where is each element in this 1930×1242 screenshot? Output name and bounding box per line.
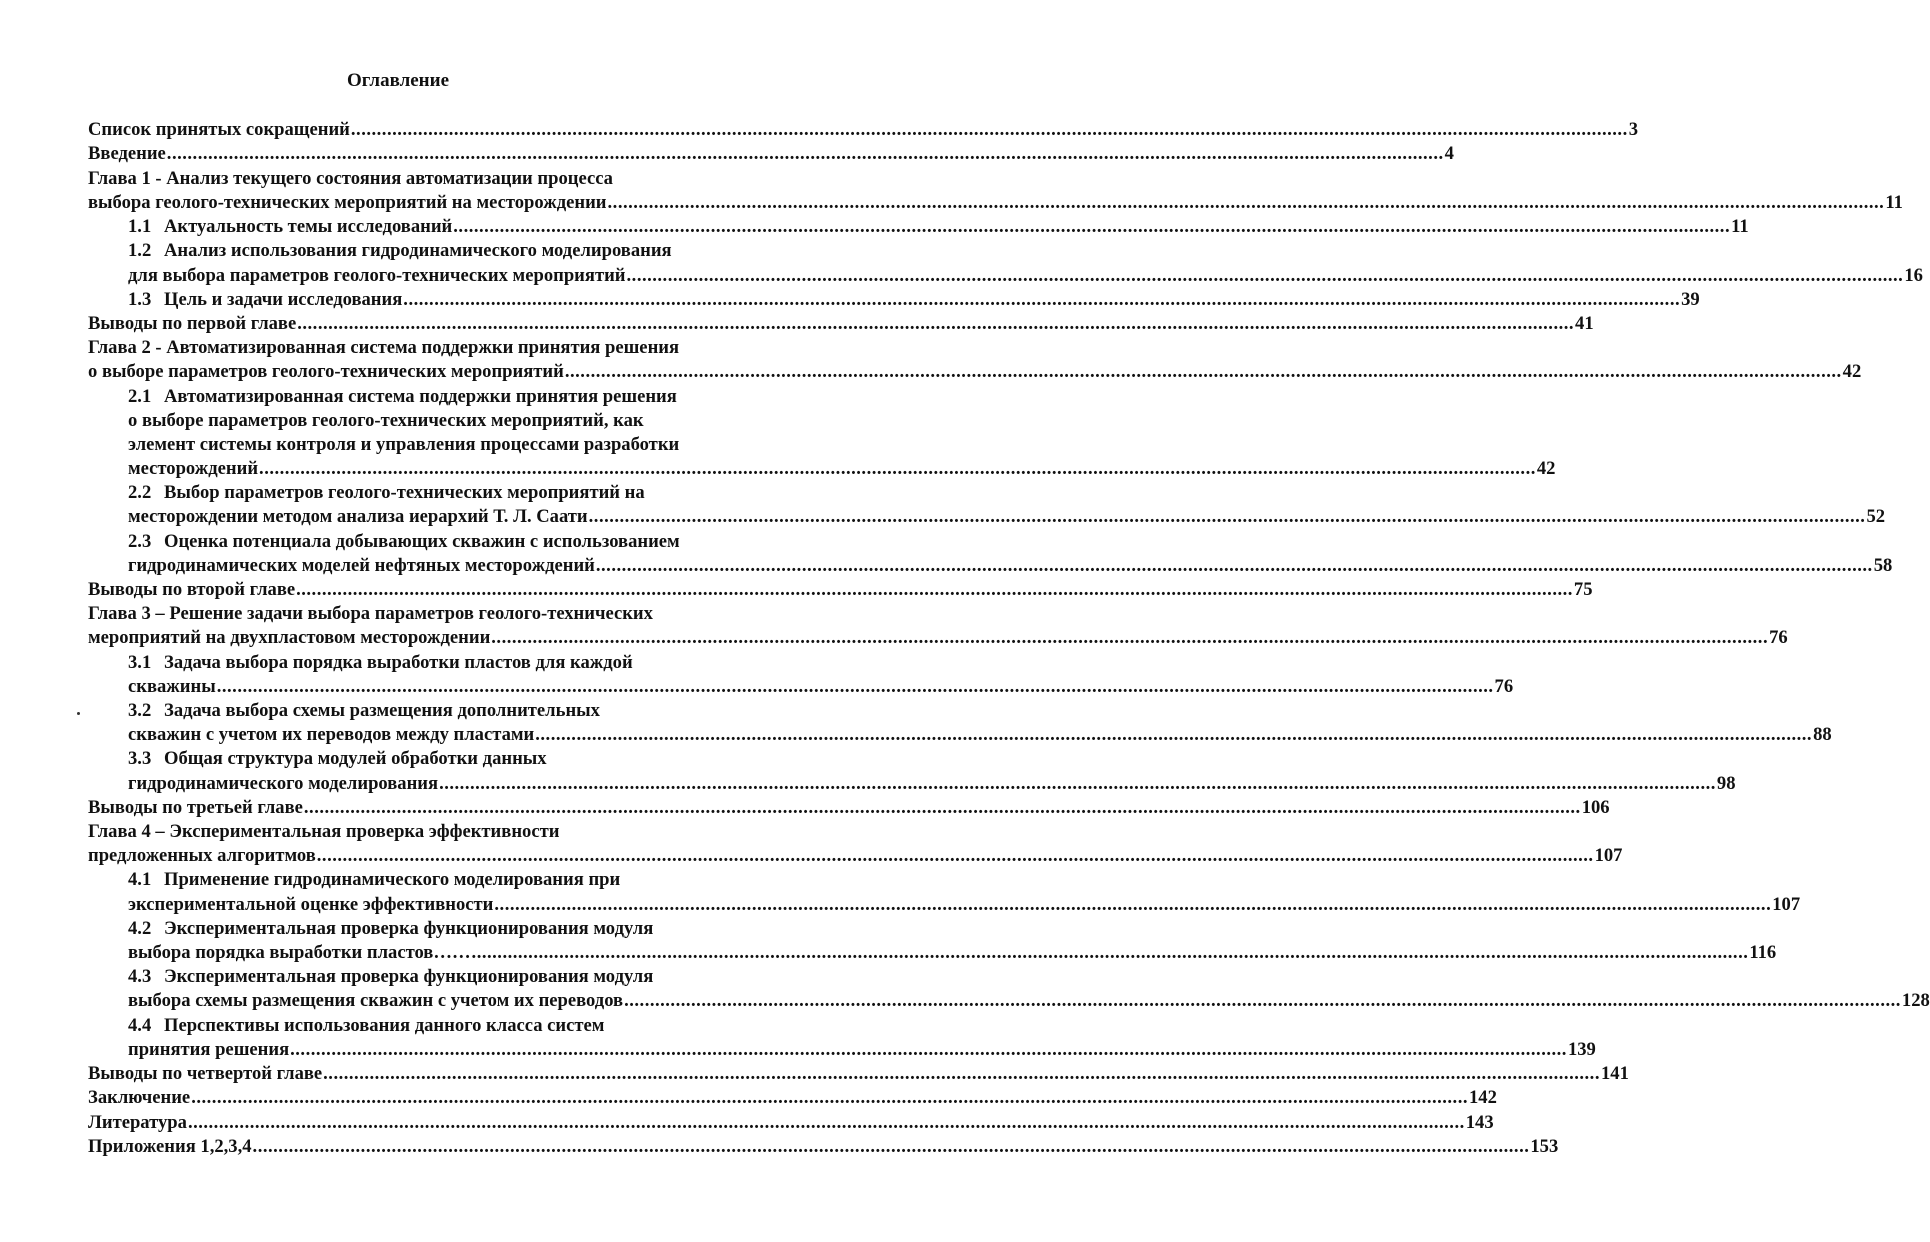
- toc-page-number: 106: [1581, 796, 1610, 818]
- toc-entry-label: Выводы по второй главе: [88, 579, 296, 601]
- toc-entry-line: [128, 288, 1700, 312]
- toc-entry-text: [128, 386, 677, 407]
- toc-entry-text: [128, 289, 402, 310]
- toc-entry: [88, 336, 1862, 384]
- toc-entry-text: [88, 337, 679, 358]
- toc-entry-line: [88, 360, 1862, 384]
- toc-entry-text: [128, 265, 626, 286]
- toc-entry-text: [88, 361, 564, 382]
- toc-entry-text: [88, 1063, 322, 1084]
- toc-entry: [128, 215, 1749, 239]
- toc-entry-number: 4.4: [128, 1014, 152, 1036]
- toc-entry-line: [88, 118, 1639, 142]
- toc-entry-label: Литература: [88, 1111, 187, 1133]
- toc-entry-text: [128, 652, 633, 673]
- toc-entry-label: Глава 4 – Экспериментальная проверка эффективности: [88, 821, 560, 843]
- toc-entry: [128, 747, 1736, 795]
- toc-leader-dots: [297, 313, 1574, 334]
- toc-entry-line: [128, 699, 751, 723]
- toc-entry-line: [128, 264, 1923, 288]
- toc-entry-number: 3.3: [128, 748, 152, 770]
- toc-entry-number: 3.1: [128, 651, 152, 673]
- toc-entry-line: [128, 941, 1777, 965]
- toc-page-number: 11: [1731, 216, 1749, 238]
- toc-page-number: 98: [1716, 772, 1736, 794]
- toc-entry-line: [128, 239, 751, 263]
- toc-leader-dots: [453, 216, 1730, 237]
- toc-entry-label: Выводы по четвертой главе: [88, 1062, 323, 1084]
- toc-entry-text: [88, 192, 607, 213]
- toc-entry: [88, 578, 1593, 602]
- toc-page-number: 16: [1904, 264, 1923, 286]
- toc-page-number: 153: [1530, 1135, 1559, 1157]
- table-of-contents: [88, 118, 1930, 1159]
- toc-page-number: 116: [1749, 941, 1777, 963]
- toc-entry-text: [128, 894, 493, 915]
- toc-entry-number: 4.3: [128, 966, 152, 988]
- toc-entry: [128, 288, 1700, 312]
- toc-entry-line: [88, 796, 1610, 820]
- toc-leader-dots: [439, 773, 1716, 794]
- toc-entry-line: [128, 917, 751, 941]
- toc-leader-dots: [596, 555, 1873, 576]
- toc-entry-text: [128, 773, 438, 794]
- toc-entry-number: 4.2: [128, 917, 152, 939]
- toc-entry-line: [88, 820, 751, 844]
- toc-entry-label: Приложения 1,2,3,4: [88, 1135, 252, 1157]
- toc-leader-dots: [290, 1039, 1567, 1060]
- toc-entry-label: о выборе параметров геолого-технических мероприятий: [88, 361, 564, 383]
- toc-leader-dots: [472, 942, 1749, 963]
- toc-entry-line: [88, 1086, 1497, 1110]
- toc-entry: [128, 868, 1801, 916]
- toc-entry-line: [88, 167, 751, 191]
- toc-leader-dots: [535, 724, 1812, 745]
- toc-entry: [88, 796, 1610, 820]
- toc-page-number: 142: [1469, 1087, 1497, 1109]
- toc-entry-label: гидродинамического моделирования: [128, 772, 439, 794]
- toc-entry-text: [128, 410, 644, 431]
- toc-entry-label: Цель и задачи исследования: [164, 288, 403, 310]
- toc-entry-label: гидродинамических моделей нефтяных месторождений: [128, 554, 595, 576]
- toc-entry: [88, 312, 1594, 336]
- toc-entry-label: скважин с учетом их переводов между пластами: [128, 724, 535, 746]
- toc-entry: [88, 118, 1639, 142]
- toc-entry-text: [128, 942, 471, 963]
- toc-entry-text: [128, 966, 653, 987]
- toc-entry: [88, 602, 1788, 650]
- toc-entry-label: Оценка потенциала добывающих скважин с использованием: [164, 530, 680, 552]
- toc-entry: [88, 1135, 1559, 1159]
- toc-entry-number: 2.3: [128, 530, 152, 552]
- toc-page-number: 52: [1866, 506, 1886, 528]
- toc-entry: [88, 1062, 1629, 1086]
- toc-entry-text: [128, 216, 452, 237]
- toc-entry-label: Глава 3 – Решение задачи выбора параметров геолого-технических: [88, 603, 653, 625]
- toc-entry-text: [88, 845, 316, 866]
- toc-leader-dots: [191, 1087, 1468, 1108]
- toc-entry-line: [128, 433, 751, 457]
- toc-title: Оглавление: [346, 70, 450, 91]
- toc-entry-line: [128, 385, 751, 409]
- toc-entry-label: месторождений: [128, 458, 259, 479]
- toc-entry-line: [128, 457, 1556, 481]
- toc-entry: [88, 142, 1454, 166]
- toc-entry: [88, 1111, 1494, 1135]
- toc-entry-text: [88, 797, 303, 818]
- toc-entry-number: 2.2: [128, 482, 152, 504]
- toc-entry-line: [128, 409, 751, 433]
- toc-leader-dots: [494, 894, 1771, 915]
- toc-page-number: 143: [1465, 1111, 1494, 1133]
- toc-leader-dots: [317, 845, 1594, 866]
- toc-entry-line: [128, 651, 751, 675]
- toc-entry-label: Экспериментальная проверка функционирования модуля: [164, 917, 654, 939]
- toc-entry-text: [88, 119, 350, 140]
- toc-leader-dots: [491, 627, 1768, 648]
- toc-entry-line: [128, 772, 1736, 796]
- toc-entry-text: [128, 918, 653, 939]
- toc-entry: [128, 965, 1930, 1013]
- toc-entry-text: [128, 700, 600, 721]
- toc-entry-text: [128, 531, 680, 552]
- toc-page-number: 75: [1573, 579, 1593, 601]
- toc-entry-label: Выводы по первой главе: [88, 313, 297, 335]
- toc-entry-label: выбора геолого-технических мероприятий на месторождении: [88, 191, 607, 213]
- toc-entry-label: Перспективы использования данного класса систем: [164, 1014, 605, 1036]
- toc-entry-text: [128, 240, 672, 261]
- toc-entry-number: 3.2: [128, 700, 152, 722]
- toc-entry-text: [128, 724, 534, 745]
- toc-entry-text: [88, 313, 296, 334]
- toc-entry: [128, 385, 1556, 481]
- toc-entry-text: [128, 506, 588, 527]
- toc-entry-text: [128, 676, 216, 697]
- toc-entry-label: Актуальность темы исследований: [164, 216, 453, 238]
- toc-entry-label: Выводы по третьей главе: [88, 796, 303, 818]
- toc-entry-number: 4.1: [128, 869, 152, 891]
- toc-entry-label: месторождении методом анализа иерархий Т. Л. Саати: [128, 506, 588, 528]
- toc-page-number: 42: [1842, 361, 1862, 383]
- toc-page-number: 42: [1536, 458, 1556, 479]
- toc-entry-number: 1.2: [128, 240, 152, 262]
- toc-leader-dots: [253, 1136, 1530, 1157]
- toc-entry-text: [128, 555, 595, 576]
- toc-entry: [128, 481, 1886, 529]
- toc-entry-line: [88, 312, 1594, 336]
- toc-entry-line: [128, 505, 1886, 529]
- toc-leader-dots: [259, 458, 1536, 479]
- toc-entry-label: выбора схемы размещения скважин с учетом их переводов: [128, 990, 624, 1012]
- toc-entry: [128, 239, 1923, 287]
- toc-entry-number: 2.1: [128, 385, 152, 407]
- toc-leader-dots: [217, 676, 1494, 697]
- toc-leader-dots: [565, 361, 1842, 382]
- toc-entry-text: [88, 579, 295, 600]
- toc-leader-dots: [304, 797, 1581, 818]
- toc-entry-line: [128, 868, 751, 892]
- toc-entry: [128, 917, 1777, 965]
- toc-entry-label: Заключение: [88, 1087, 191, 1109]
- toc-entry: [128, 699, 1832, 747]
- toc-entry-label: Введение: [88, 143, 166, 165]
- toc-entry-line: [128, 723, 1832, 747]
- toc-entry-label: элемент системы контроля и управления процессами разработки: [128, 433, 680, 455]
- toc-leader-dots: [323, 1063, 1600, 1084]
- toc-entry-label: Глава 1 - Анализ текущего состояния автоматизации процесса: [88, 167, 613, 189]
- toc-entry-label: предложенных алгоритмов: [88, 845, 316, 867]
- toc-page-number: 107: [1594, 845, 1623, 867]
- toc-entry-text: [128, 748, 547, 769]
- toc-entry-label: скважины: [128, 675, 216, 697]
- toc-leader-dots: [188, 1112, 1465, 1133]
- toc-entry-text: [88, 603, 653, 624]
- toc-leader-dots: [589, 506, 1866, 527]
- toc-entry-line: [128, 530, 751, 554]
- toc-entry-line: [88, 142, 1454, 166]
- toc-entry-line: [128, 215, 1749, 239]
- toc-entry-text: [128, 1039, 289, 1060]
- toc-entry-text: [128, 1015, 604, 1036]
- toc-page-number: 58: [1873, 554, 1893, 576]
- toc-entry-text: [88, 143, 166, 164]
- toc-entry: [88, 1086, 1497, 1110]
- toc-entry-line: [128, 965, 751, 989]
- toc-entry-label: мероприятий на двухпластовом месторождении: [88, 627, 491, 649]
- toc-entry-label: Задача выбора схемы размещения дополнительных: [164, 700, 600, 722]
- toc-entry-text: [88, 627, 490, 648]
- toc-entry-line: [128, 675, 1514, 699]
- toc-entry-text: [128, 434, 679, 455]
- toc-page-number: 139: [1567, 1038, 1596, 1060]
- toc-entry-label: Применение гидродинамического моделирования при: [164, 869, 621, 891]
- toc-page-number: 107: [1772, 893, 1801, 915]
- toc-entry-label: для выбора параметров геолого-технических мероприятий: [128, 264, 626, 286]
- toc-entry: [88, 167, 1903, 215]
- toc-entry-label: Выбор параметров геолого-технических мероприятий на: [164, 482, 645, 504]
- toc-entry-line: [128, 554, 1893, 578]
- toc-entry-text: [88, 821, 559, 842]
- toc-entry-label: Список принятых сокращений: [88, 119, 350, 141]
- toc-leader-dots: [351, 119, 1628, 140]
- toc-entry-number: 1.1: [128, 216, 152, 238]
- toc-entry-line: [128, 747, 751, 771]
- toc-leader-dots: [167, 143, 1444, 164]
- toc-entry-line: [88, 602, 751, 626]
- toc-page-number: 76: [1769, 627, 1788, 649]
- toc-entry-label: Глава 2 - Автоматизированная система поддержки принятия решения: [88, 337, 680, 359]
- toc-entry-line: [128, 1014, 751, 1038]
- toc-page-number: 141: [1600, 1062, 1629, 1084]
- toc-page-number: 128: [1901, 990, 1930, 1012]
- toc-page-number: 11: [1885, 191, 1903, 213]
- toc-entry-text: [128, 869, 620, 890]
- toc-entry: [128, 530, 1893, 578]
- toc-entry-line: [88, 626, 1788, 650]
- stray-mark: [77, 712, 80, 715]
- toc-entry-text: [88, 1087, 190, 1108]
- toc-leader-dots: [403, 289, 1680, 310]
- toc-entry-line: [128, 989, 1930, 1013]
- toc-entry-line: [88, 336, 751, 360]
- toc-entry-text: [88, 168, 613, 189]
- toc-entry-line: [128, 893, 1801, 917]
- toc-entry-line: [88, 1135, 1559, 1159]
- toc-entry-line: [88, 1062, 1629, 1086]
- toc-entry-line: [88, 1111, 1494, 1135]
- toc-entry-text: [128, 458, 258, 479]
- toc-entry-number: 1.3: [128, 288, 152, 310]
- toc-leader-dots: [624, 990, 1901, 1011]
- toc-page-number: 88: [1813, 724, 1832, 746]
- toc-entry-text: [88, 1112, 187, 1133]
- toc-entry-label: принятия решения: [128, 1038, 290, 1060]
- toc-entry-line: [88, 578, 1593, 602]
- toc-entry-text: [88, 1136, 252, 1157]
- toc-entry-label: Экспериментальная проверка функционирования модуля: [164, 966, 654, 988]
- toc-leader-dots: [627, 265, 1904, 286]
- toc-entry-line: [88, 844, 1623, 868]
- toc-page-number: 39: [1681, 288, 1700, 310]
- toc-page-number: 4: [1444, 143, 1454, 165]
- toc-page-number: 76: [1494, 675, 1514, 697]
- toc-entry-label: экспериментальной оценке эффективности: [128, 893, 494, 915]
- toc-entry: [128, 1014, 1596, 1062]
- toc-entry-text: [128, 482, 645, 503]
- toc-entry-line: [88, 191, 1903, 215]
- toc-entry-label: о выборе параметров геолого-технических мероприятий, как: [128, 409, 644, 431]
- toc-page-number: 41: [1575, 313, 1594, 335]
- toc-entry: [88, 820, 1623, 868]
- toc-entry-label: Задача выбора порядка выработки пластов для каждой: [164, 651, 633, 673]
- toc-entry-text: [128, 990, 623, 1011]
- toc-entry: [128, 651, 1514, 699]
- toc-entry-label: Анализ использования гидродинамического моделирования: [164, 240, 672, 262]
- toc-leader-dots: [608, 192, 1885, 213]
- toc-page-number: 3: [1628, 119, 1639, 141]
- toc-entry-line: [128, 1038, 1596, 1062]
- toc-entry-line: [128, 481, 751, 505]
- toc-leader-dots: [296, 579, 1573, 600]
- toc-entry-label: Общая структура модулей обработки данных: [164, 748, 547, 770]
- toc-entry-label: выбора порядка выработки пластов……: [128, 941, 471, 963]
- toc-entry-label: Автоматизированная система поддержки принятия решения: [164, 385, 677, 407]
